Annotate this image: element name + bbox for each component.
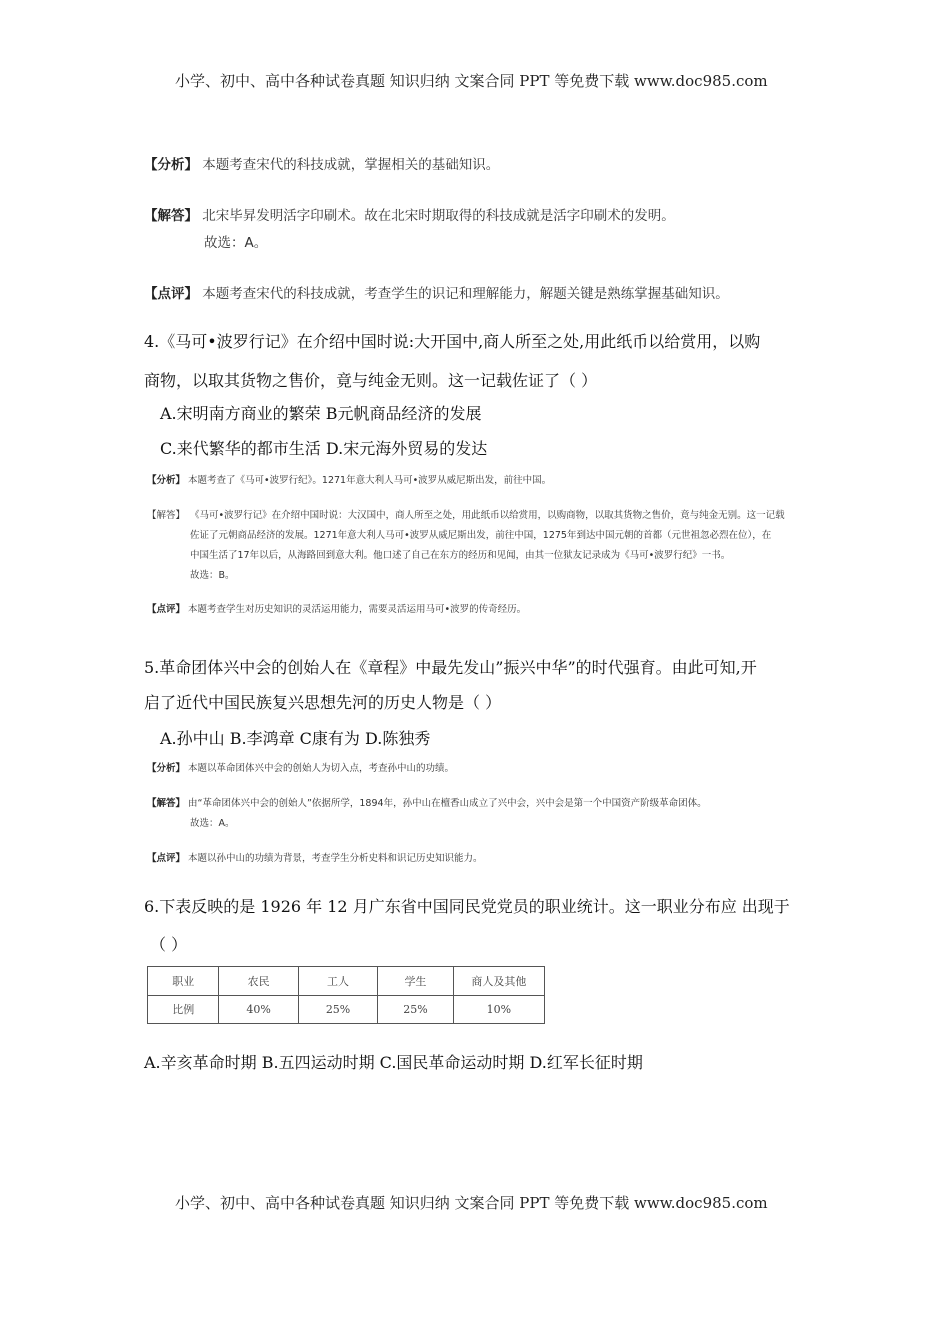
q4-options-line2: C.来代繁华的都市生活 D.宋元海外贸易的发达 (160, 439, 488, 458)
q4-analysis (147, 472, 551, 486)
answer-tag: 【解答】 (147, 798, 186, 809)
q3-answer (144, 204, 675, 224)
comment-tag: 【点评】 (147, 853, 186, 864)
answer-text: 北宋毕昇发明活字印刷术。故在北宋时期取得的科技成就是活字印刷术的发明。 (202, 208, 675, 224)
table-cell: 职业 (148, 967, 219, 996)
q4-stem-line2: 商物，以取其货物之售价，竟与纯金无则。这一记载佐证了（ ） (144, 371, 598, 390)
q5-answer-choice: 故选：A。 (190, 818, 235, 829)
page-header: 小学、初中、高中各种试卷真题 知识归纳 文案合同 PPT 等免费下载 www.doc985.com (175, 72, 768, 90)
table-cell: 40% (219, 995, 298, 1024)
table-cell: 学生 (378, 967, 453, 996)
comment-tag: 【点评】 (147, 604, 186, 615)
table-cell: 农民 (219, 967, 298, 996)
analysis-text: 本题考查宋代的科技成就，掌握相关的基础知识。 (202, 157, 500, 173)
comment-tag: 【点评】 (144, 286, 198, 302)
analysis-text: 本题以革命团体兴中会的创始人为切入点，考查孙中山的功绩。 (188, 763, 455, 774)
q3-analysis (144, 153, 499, 173)
q4-options-line1: A.宋明南方商业的繁荣 B元帆商品经济的发展 (160, 404, 482, 423)
q5-stem-line2: 启了近代中国民族复兴思想先河的历史人物是（ ） (144, 693, 502, 712)
q5-analysis (147, 760, 454, 774)
table-cell: 25% (298, 995, 377, 1024)
answer-text: 由“革命团体兴中会的创始人”依据所学，1894年，孙中山在檀香山成立了兴中会，兴中会是第一个中国资产阶级革命团体。 (188, 798, 707, 809)
q3-answer-choice: 故选：A。 (204, 235, 268, 251)
page-footer: 小学、初中、高中各种试卷真题 知识归纳 文案合同 PPT 等免费下载 www.doc985.com (175, 1194, 768, 1212)
q4-answer-line1: 《马可•波罗行记》在介绍中国时说：大汉国中，商人所至之处，用此纸币以给赏用，以购商物，以取其货物之售价，竟与纯金无别。这一记载 (190, 510, 785, 521)
comment-text: 本题考查学生对历史知识的灵活运用能力，需要灵活运用马可•波罗的传奇经历。 (188, 604, 527, 615)
occupation-table (147, 966, 545, 1024)
q4-comment (147, 601, 526, 615)
q5-comment (147, 850, 483, 864)
table-cell: 25% (378, 995, 453, 1024)
q4-answer-line3: 中国生活了17年以后，从海路回到意大利。他口述了自己在东方的经历和见闻，由其一位狱友记录成为《马可•波罗行纪》一书。 (190, 550, 731, 561)
table-header-row (148, 967, 545, 996)
q6-options: A.辛亥革命时期 B.五四运动时期 C.国民革命运动时期 D.红军长征时期 (144, 1053, 643, 1072)
comment-text: 本题考查宋代的科技成就，考查学生的识记和理解能力，解题关键是熟练掌握基础知识。 (202, 286, 729, 302)
analysis-text: 本题考查了《马可•波罗行纪》。1271年意大利人马可•波罗从威尼斯出发，前往中国。 (188, 475, 552, 486)
q6-stem-line2: （ ） (150, 935, 188, 954)
table-cell: 10% (453, 995, 544, 1024)
table-row (148, 995, 545, 1024)
q5-stem-line1: 5.革命团体兴中会的创始人在《章程》中最先发山”振兴中华”的时代强育。由此可知,开 (144, 658, 757, 677)
comment-text: 本题以孙中山的功绩为背景，考查学生分析史料和识记历史知识能力。 (188, 853, 483, 864)
answer-tag: 【解答】 (144, 208, 198, 224)
analysis-tag: 【分析】 (147, 763, 186, 774)
q4-answer-choice: 故选：B。 (190, 570, 235, 581)
analysis-tag: 【分析】 (147, 475, 186, 486)
q4-answer-line2: 佐证了元朝商品经济的发展。1271年意大利人马可•波罗从威尼斯出发，前往中国，1275年到达中国元朝的首都（元世祖忽必烈在位），在 (190, 530, 772, 541)
table-cell: 比例 (148, 995, 219, 1024)
analysis-tag: 【分析】 (144, 157, 198, 173)
q4-stem-line1: 4.《马可•波罗行记》在介绍中国时说:大开国中,商人所至之处,用此纸币以给赏用，以购 (144, 332, 761, 351)
table-cell: 工人 (298, 967, 377, 996)
q6-stem-line1: 6.下表反映的是 1926 年 12 月广东省中国同民党党员的职业统计。这一职业分布应 出现于 (144, 897, 790, 916)
table-cell: 商人及其他 (453, 967, 544, 996)
q5-options: A.孙中山 B.李鸿章 C康有为 D.陈独秀 (160, 729, 431, 748)
q5-answer (147, 795, 707, 809)
q4-answer-tag: 【解答】 (147, 510, 186, 521)
q3-comment (144, 282, 729, 302)
